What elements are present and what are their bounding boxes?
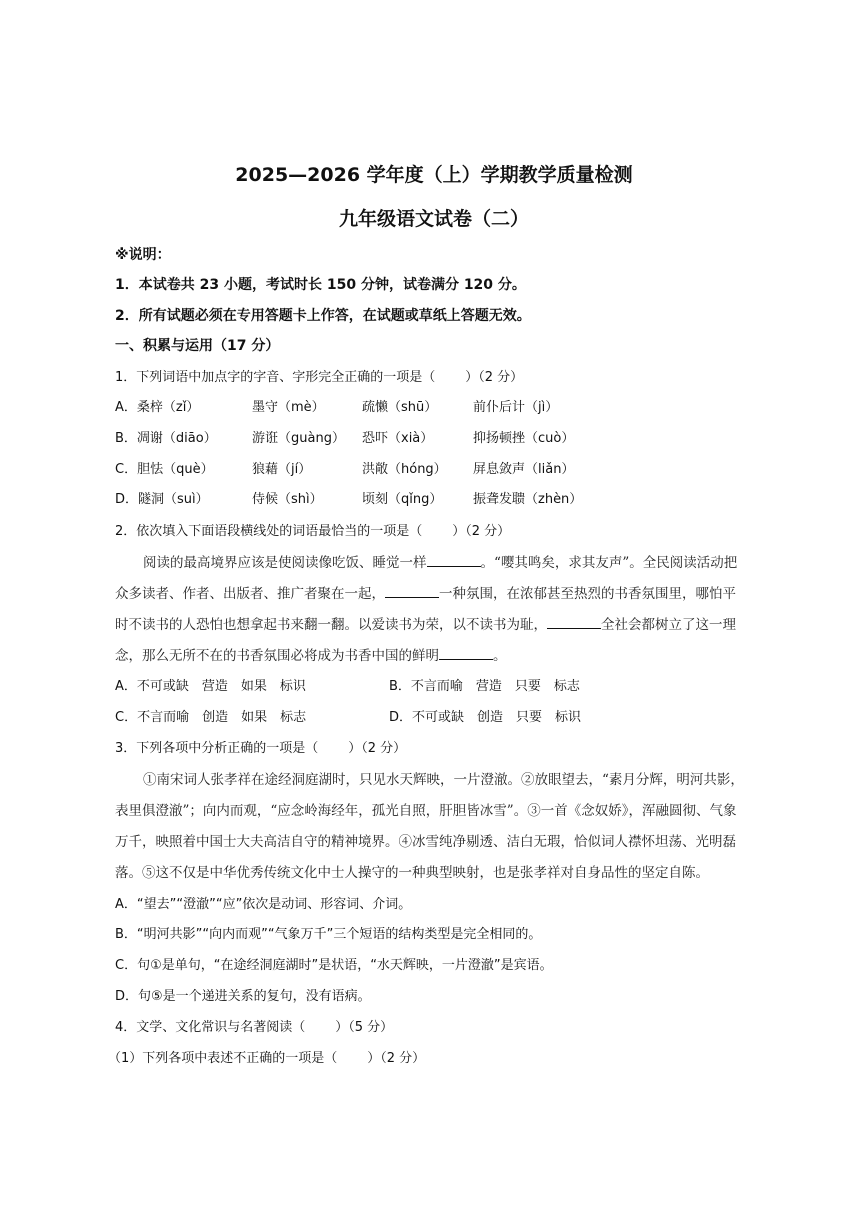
- passage-text: 时不读书的人恐怕也想拿起书来翻一翻。以爱读书为荣，以不读书为耻，: [115, 617, 547, 633]
- question-stem-text: 4．文学、文化常识与名著阅读（: [115, 1020, 306, 1035]
- question-stem-text: 1．下列词语中加点字的字音、字形完全正确的一项是（: [115, 370, 436, 385]
- option-c-word-1: C．胆怯（què）: [115, 462, 214, 477]
- option-d-word-3: 顷刻（qǐng）: [362, 492, 443, 507]
- question-stem-text: 3．下列各项中分析正确的一项是（: [115, 741, 319, 756]
- passage-text: 。“嘤其鸣矣，求其友声”。全民阅读活动把: [480, 555, 738, 571]
- passage-line: ①南宋词人张孝祥在途经洞庭湖时，只见水天辉映，一片澄澈。②放眼望去，“素月分辉，明河共影，: [143, 772, 744, 788]
- notes-heading: ※说明：: [115, 247, 171, 263]
- option-b-word-4: 抑扬顿挫（cuò）: [473, 431, 575, 446]
- sub-question-1-stem: [108, 1047, 425, 1066]
- option-a: A．不可或缺 营造 如果 标识: [115, 679, 306, 694]
- fill-blank: [547, 616, 601, 629]
- passage-text: 一种氛围，在浓郁甚至热烈的书香氛围里，哪怕平: [439, 586, 736, 602]
- option-c-word-3: 洪敞（hóng）: [362, 462, 447, 477]
- question-score: ）（2 分）: [367, 1051, 426, 1066]
- passage-line: 落。⑤这不仅是中华优秀传统文化中士人操守的一种典型映射，也是张孝祥对自身品性的坚定自陈。: [115, 865, 709, 881]
- option-a-word-1: A．桑梓（zǐ）: [115, 400, 200, 415]
- passage-line: 表里俱澄澈”；向内而观，“应念岭海经年，孤光自照，肝胆皆冰雪”。③一首《念奴娇》，浑融圆彻、气象: [115, 803, 737, 819]
- fill-blank: [427, 554, 481, 567]
- option-d-word-1: D．隧洞（suì）: [115, 492, 209, 507]
- question-stem-text: 2．依次填入下面语段横线处的词语最恰当的一项是（: [115, 524, 423, 539]
- option-c-word-2: 狼藉（jí）: [252, 462, 312, 477]
- fill-blank: [439, 647, 493, 660]
- option-b-word-3: 恐吓（xià）: [362, 431, 434, 446]
- option-a: A．“望去”“澄澈”“应”依次是动词、形容词、介词。: [115, 897, 412, 912]
- question-3-stem: [115, 737, 406, 756]
- question-score: ）（2 分）: [452, 524, 511, 539]
- option-a-word-4: 前仆后计（jì）: [473, 400, 559, 415]
- passage-text: 念，那么无所不在的书香氛围必将成为书香中国的鲜明: [115, 648, 439, 664]
- option-c: C．句①是单句，“在途经洞庭湖时”是状语，“水天辉映，一片澄澈”是宾语。: [115, 958, 553, 973]
- question-stem-text: （1）下列各项中表述不正确的一项是（: [108, 1051, 338, 1066]
- passage-line: [143, 551, 737, 571]
- option-a-word-2: 墨守（mè）: [252, 400, 325, 415]
- question-score: ）（2 分）: [348, 741, 407, 756]
- question-score: ）（5 分）: [335, 1020, 394, 1035]
- option-d-word-2: 侍候（shì）: [252, 492, 323, 507]
- question-score: ）（2 分）: [465, 370, 524, 385]
- option-d: D．句⑤是一个递进关系的复句，没有语病。: [115, 989, 371, 1004]
- section-heading: 一、积累与运用（17 分）: [115, 338, 280, 354]
- question-2-stem: [115, 520, 510, 539]
- option-d: D．不可或缺 创造 只要 标识: [389, 710, 582, 725]
- passage-text: 阅读的最高境界应该是使阅读像吃饭、睡觉一样: [143, 555, 427, 571]
- question-1-stem: [115, 366, 523, 385]
- passage-line: [115, 613, 736, 633]
- passage-text: 。: [493, 648, 507, 664]
- passage-line: [115, 644, 507, 664]
- option-b: B．“明河共影”“向内而观”“气象万千”三个短语的结构类型是完全相同的。: [115, 927, 542, 942]
- passage-text: 全社会都树立了这一理: [601, 617, 736, 633]
- passage-line: [115, 582, 736, 602]
- note-item: 1．本试卷共 23 小题，考试时长 150 分钟，试卷满分 120 分。: [115, 277, 526, 293]
- exam-title: 2025—2026 学年度（上）学期教学质量检测: [235, 164, 633, 186]
- passage-line: 万千，映照着中国士大夫高洁自守的精神境界。④冰雪纯净剔透、洁白无瑕，恰似词人襟怀坦荡、光明磊: [115, 834, 736, 850]
- exam-subtitle: 九年级语文试卷（二）: [338, 208, 529, 230]
- option-a-word-3: 疏懒（shū）: [362, 400, 438, 415]
- option-c: C．不言而喻 创造 如果 标志: [115, 710, 307, 725]
- option-b-word-1: B．凋谢（diāo）: [115, 431, 217, 446]
- option-d-word-4: 振聋发聩（zhèn）: [473, 492, 583, 507]
- option-b: B．不言而喻 营造 只要 标志: [389, 679, 580, 694]
- passage-text: 众多读者、作者、出版者、推广者聚在一起，: [115, 586, 385, 602]
- fill-blank: [385, 585, 439, 598]
- question-4-stem: [115, 1016, 393, 1035]
- note-item: 2．所有试题必须在专用答题卡上作答，在试题或草纸上答题无效。: [115, 308, 531, 324]
- option-c-word-4: 屏息敛声（liǎn）: [473, 462, 575, 477]
- option-b-word-2: 游诳（guàng）: [252, 431, 345, 446]
